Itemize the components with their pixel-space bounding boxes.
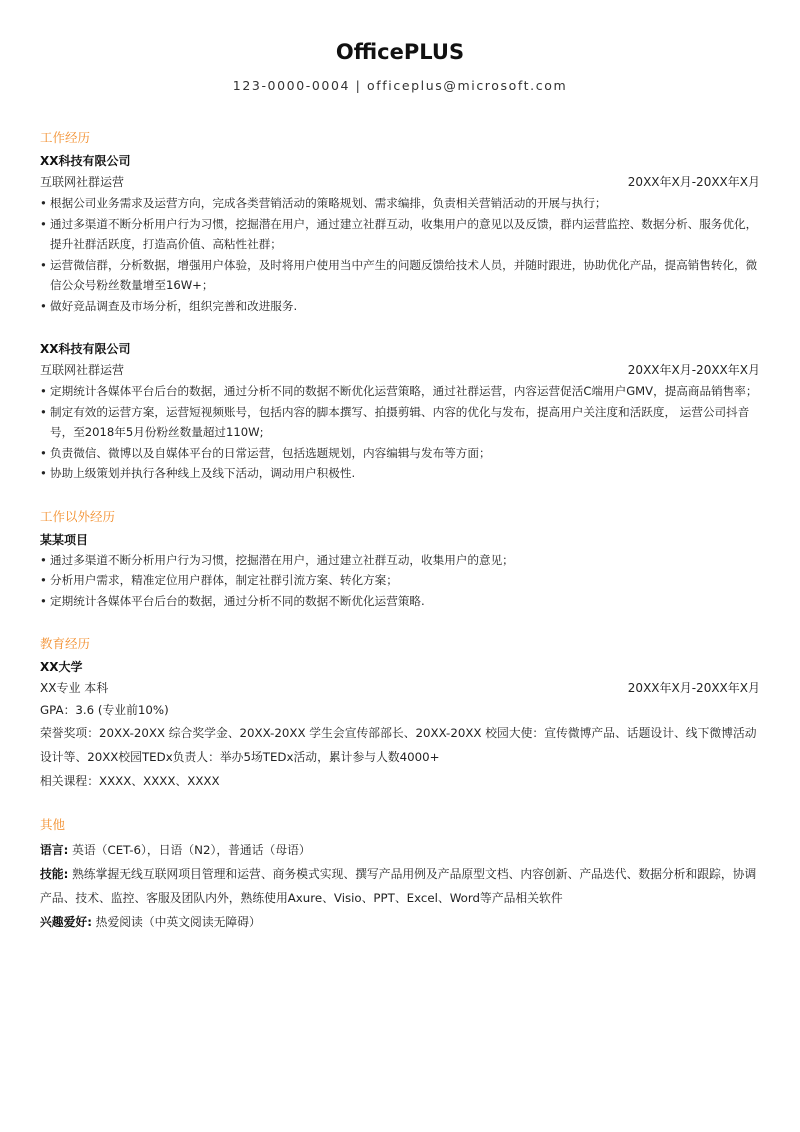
job-role-row bbox=[40, 171, 760, 193]
list-item: • 制定有效的运营方案，运营短视频账号，包括内容的脚本撰写、拍摄剪辑、内容的优化与发布，提高用户关注度和活跃度， 运营公司抖音号，至2018年5月份粉丝数量超过110W; bbox=[40, 402, 760, 443]
job-role-row bbox=[40, 359, 760, 381]
skills-label: 技能: bbox=[40, 867, 69, 881]
project-name: 某某项目 bbox=[40, 532, 89, 547]
job-bullets bbox=[40, 193, 760, 316]
job-period: 20XX年X月-20XX年X月 bbox=[627, 175, 760, 189]
resume-content bbox=[40, 128, 760, 934]
list-item: • 分析用户需求，精准定位用户群体，制定社群引流方案、转化方案； bbox=[40, 570, 760, 591]
list-item: • 定期统计各媒体平台后台的数据，通过分析不同的数据不断优化运营策略，通过社群运营，内容运营促活C端用户GMV，提高商品销售率； bbox=[40, 381, 760, 402]
section-title-others: 其他 bbox=[40, 817, 66, 832]
contact-info: 123-0000-0004 | officeplus@microsoft.com bbox=[232, 78, 568, 93]
job-period: 20XX年X月-20XX年X月 bbox=[627, 363, 760, 377]
job-1 bbox=[40, 151, 760, 316]
section-title-other-experience: 工作以外经历 bbox=[40, 508, 116, 524]
section-title-work: 工作经历 bbox=[40, 130, 91, 145]
language-line bbox=[40, 838, 760, 862]
education-period: 20XX年X月-20XX年X月 bbox=[627, 681, 760, 695]
hobbies-line bbox=[40, 910, 760, 934]
project-block bbox=[40, 530, 760, 612]
list-item: • 定期统计各媒体平台后台的数据，通过分析不同的数据不断优化运营策略. bbox=[40, 591, 760, 612]
honors: 荣誉奖项：20XX-20XX 综合奖学金、20XX-20XX 学生会宣传部部长、20XX-20XX 校园大使：宣传微博产品、话题设计、线下微博活动设计等、20XX校园TEDx负责人：举办5场TEDx活动，累计参与人数4000+ bbox=[40, 726, 757, 764]
education-block bbox=[40, 657, 760, 793]
project-bullets bbox=[40, 550, 760, 612]
candidate-name: OfficePLUS bbox=[335, 40, 465, 64]
language-label: 语言: bbox=[40, 843, 69, 857]
others-block bbox=[40, 838, 760, 934]
hobbies-text: 热爱阅读（中英文阅读无障碍） bbox=[95, 915, 261, 929]
school-name: XX大学 bbox=[40, 660, 83, 674]
job-role: 互联网社群运营 bbox=[40, 363, 125, 377]
list-item: • 通过多渠道不断分析用户行为习惯，挖掘潜在用户，通过建立社群互动，收集用户的意见以及反馈，群内运营监控、数据分析、服务优化，提升社群活跃度，打造高价值、高粘性社群； bbox=[40, 214, 760, 255]
job-company: XX科技有限公司 bbox=[40, 154, 131, 168]
job-2 bbox=[40, 339, 760, 484]
section-title-education: 教育经历 bbox=[40, 636, 91, 651]
language-text: 英语（CET-6），日语（N2），普通话（母语） bbox=[72, 843, 311, 857]
list-item: • 做好竞品调查及市场分析，组织完善和改进服务. bbox=[40, 296, 760, 317]
hobbies-label: 兴趣爱好: bbox=[40, 915, 92, 929]
major: XX专业 本科 bbox=[40, 681, 109, 695]
list-item: • 负责微信、微博以及自媒体平台的日常运营，包括选题规划，内容编辑与发布等方面； bbox=[40, 443, 760, 464]
list-item: • 通过多渠道不断分析用户行为习惯，挖掘潜在用户，通过建立社群互动，收集用户的意见； bbox=[40, 550, 760, 571]
major-row bbox=[40, 677, 760, 699]
courses: 相关课程：XXXX、XXXX、XXXX bbox=[40, 774, 220, 788]
skills-text: 熟练掌握无线互联网项目管理和运营、商务模式实现、撰写产品用例及产品原型文档、内容创新、产品迭代、数据分析和跟踪，协调产品、技术、监控、客服及团队内外，熟练使用Axure、Visio、PPT、Excel、Word等产品相关软件 bbox=[40, 867, 757, 905]
job-company: XX科技有限公司 bbox=[40, 342, 131, 356]
gpa: GPA：3.6 (专业前10%) bbox=[40, 703, 169, 717]
job-bullets bbox=[40, 381, 760, 484]
list-item: • 协助上级策划并执行各种线上及线下活动，调动用户积极性. bbox=[40, 463, 760, 484]
skills-line bbox=[40, 862, 760, 910]
list-item: • 运营微信群，分析数据，增强用户体验，及时将用户使用当中产生的问题反馈给技术人员，并随时跟进，协助优化产品，提高销售转化，微信公众号粉丝数量增至16W+； bbox=[40, 255, 760, 296]
job-role: 互联网社群运营 bbox=[40, 175, 125, 189]
list-item: • 根据公司业务需求及运营方向，完成各类营销活动的策略规划、需求编排，负责相关营销活动的开展与执行； bbox=[40, 193, 760, 214]
